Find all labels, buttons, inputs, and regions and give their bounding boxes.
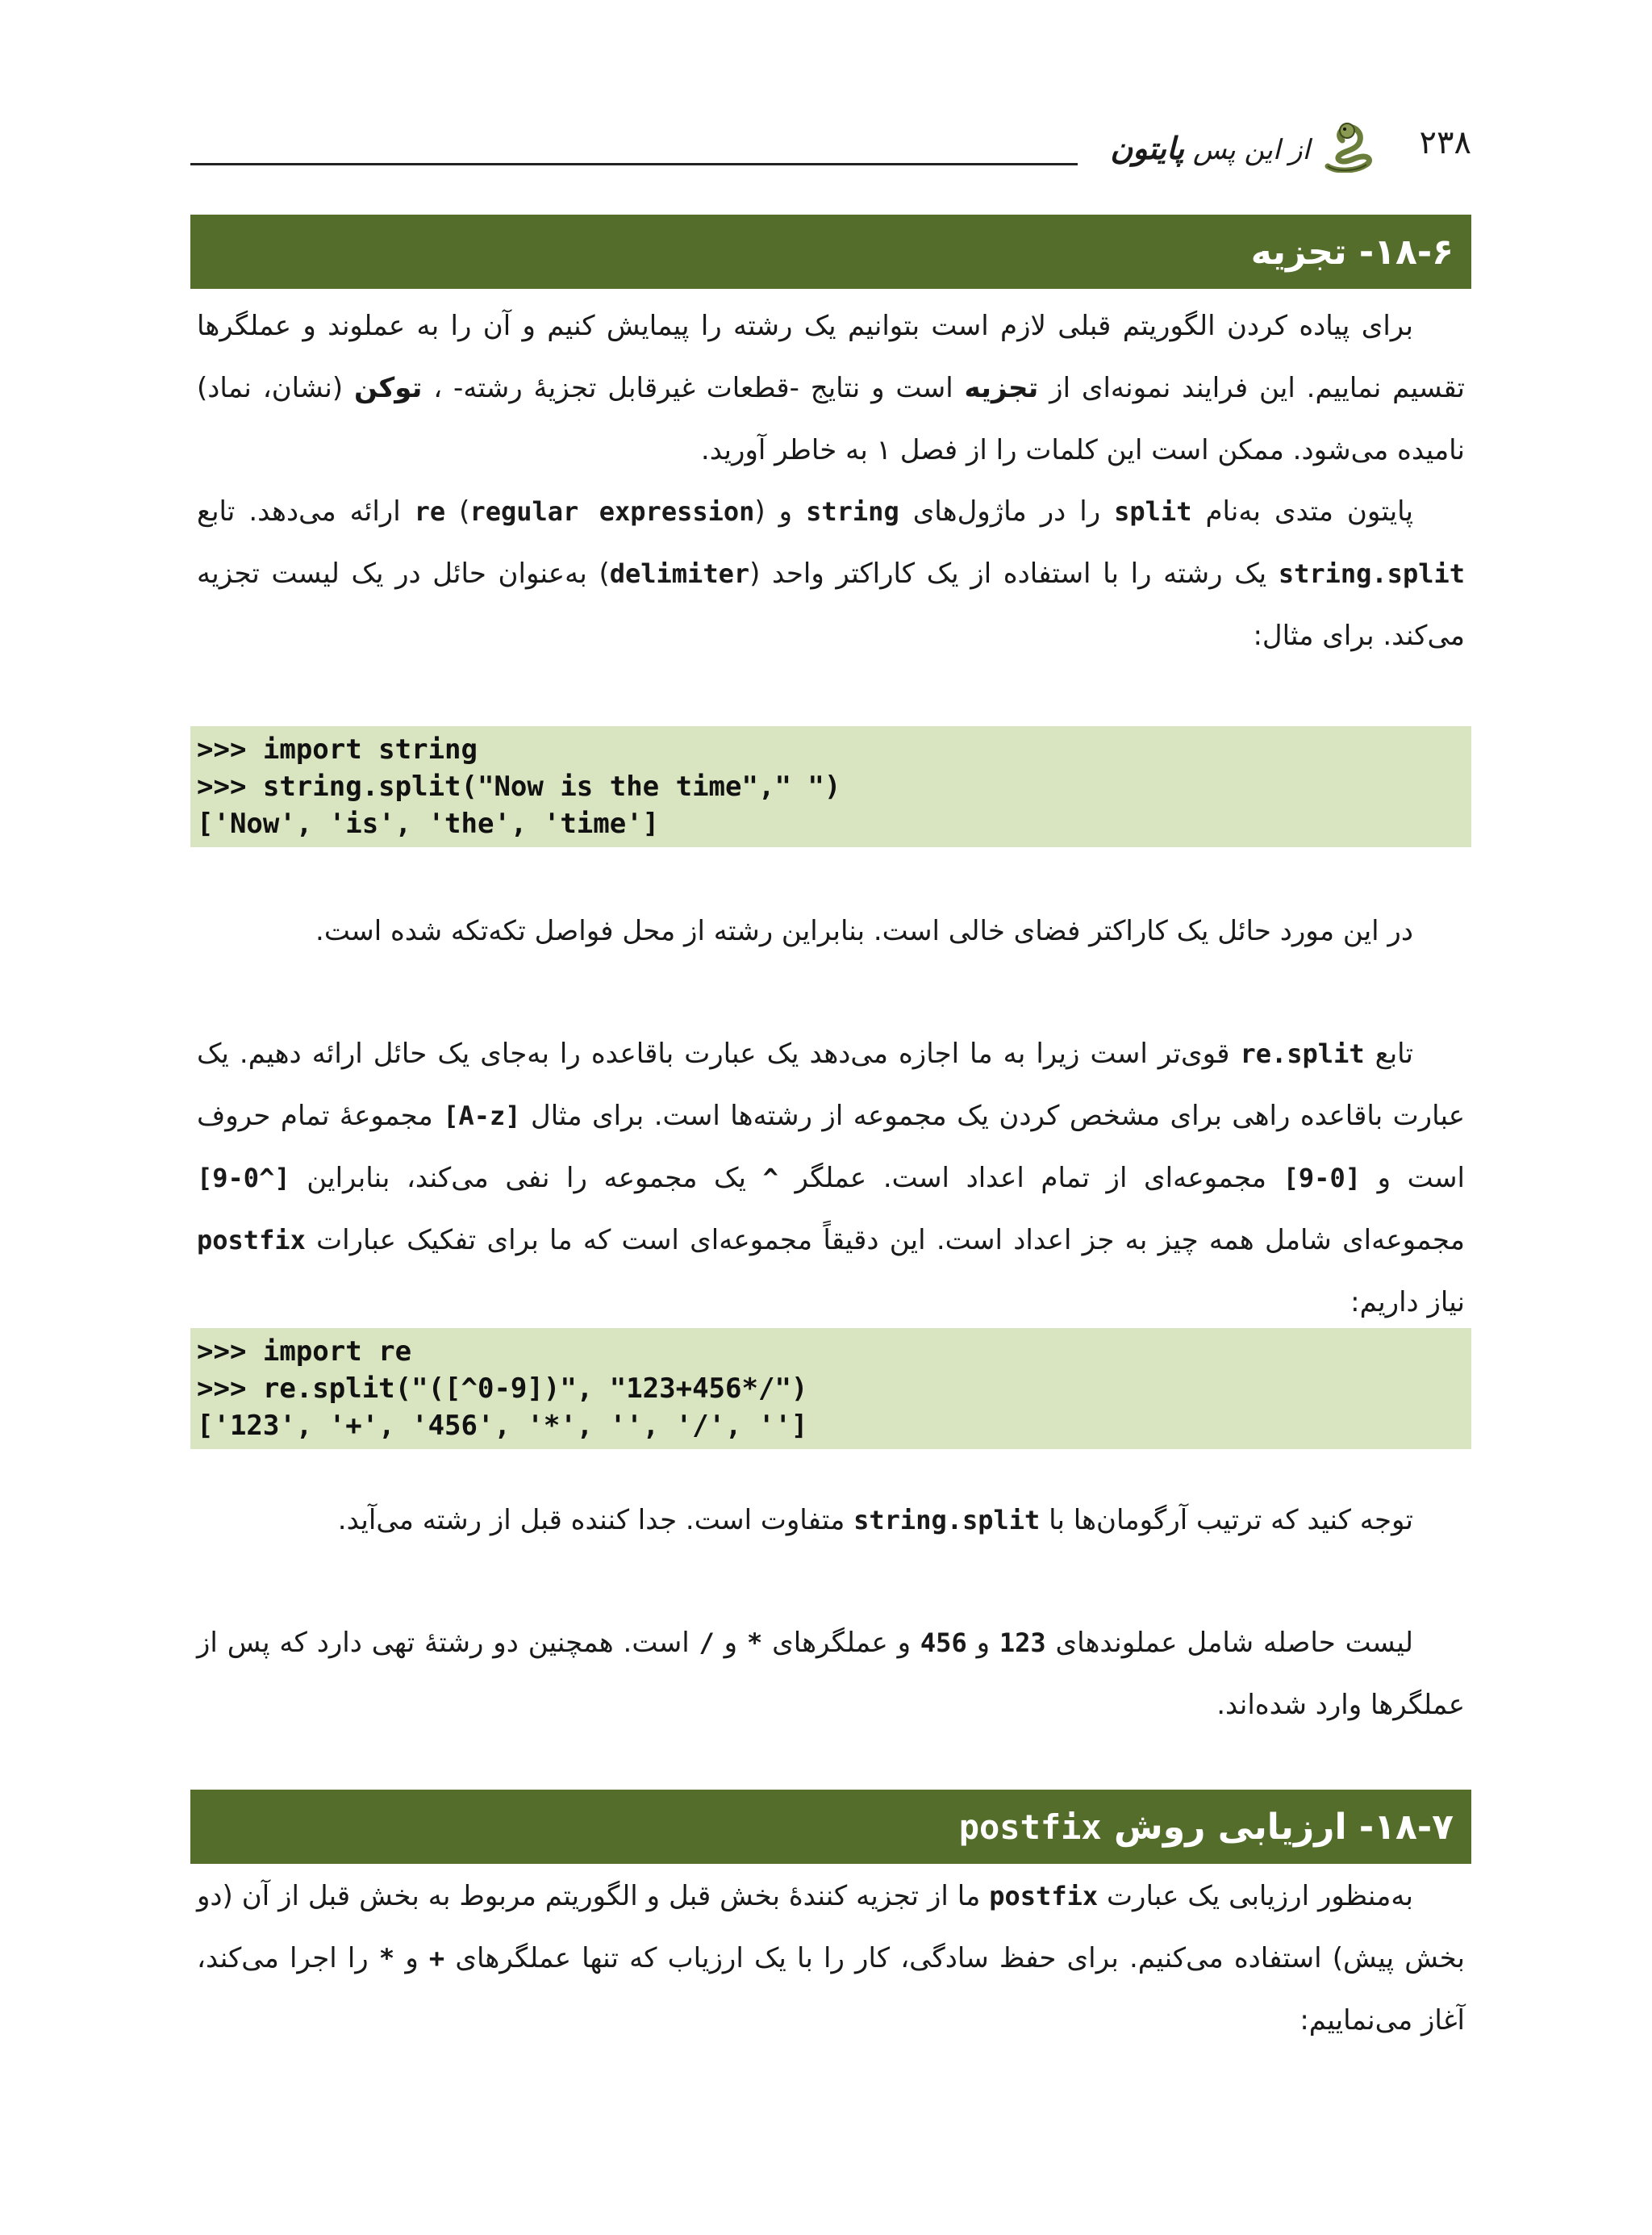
section-title: ۱۸-۶- تجزیه: [1250, 231, 1454, 273]
code-line: >>> string.split("Now is the time"," "): [197, 771, 841, 803]
book-title-main: پایتون: [1110, 131, 1185, 166]
paragraph-re-split: تابع re.split قوی‌تر است زیرا به ما اجازه می‌دهد یک عبارت باقاعده را به‌جای یک حائل ارائه دهیم. یک عبارت باقاعده راهی برای مشخص کردن یک مجموعه از رشته‌ها است. برای مثال [A-z] مجموعهٔ تمام حروف است و [0-9] مجموعه‌ای از تمام اعداد است. عملگر ^ یک مجموعه را نفی می‌کند، بنابراین [^0-9] مجموعه‌ای شامل همه چیز به جز اعداد است. این دقیقاً مجموعه‌ای است که ما برای تفکیک عبارات postfix نیاز داریم:: [197, 1038, 1465, 1318]
book-page: [190, 0, 1471, 2235]
code-block-re-split: [190, 1328, 1471, 1449]
code-line: ['Now', 'is', 'the', 'time']: [197, 808, 660, 840]
page-number: ۲۳۸: [1419, 124, 1471, 161]
code-line: >>> import string: [197, 733, 478, 766]
paragraph-result-list: لیست حاصله شامل عملوندهای 123 و 456 و عملگرهای * و / است. همچنین دو رشتهٔ تهی دارد که پس از عملگرها وارد شده‌اند.: [197, 1627, 1465, 1721]
running-header: [190, 121, 1471, 179]
section-header-parsing: [190, 215, 1471, 289]
section-title: ۱۸-۷- ارزیابی روش postfix: [958, 1806, 1454, 1848]
header-rule: [190, 163, 1078, 165]
code-block-string-split: [190, 726, 1471, 847]
book-title: [1110, 131, 1310, 166]
book-title-prefix: از این پس: [1192, 134, 1310, 166]
paragraph-intro: برای پیاده کردن الگوریتم قبلی لازم است بتوانیم یک رشته را پیمایش کنیم و آن را به عملوند و عملگرها تقسیم نماییم. این فرایند نمونه‌ای از تجزیه است و نتایج -قطعات غیرقابل تجزیهٔ رشته- ، توکن (نشان، نماد) نامیده می‌شود. ممکن است این کلمات را از فصل ۱ به خاطر آورید.: [197, 310, 1466, 466]
code-line: >>> re.split("([^0-9])", "123+456*/"): [197, 1372, 808, 1405]
paragraph-argument-order: توجه کنید که ترتیب آرگومان‌ها با string.split متفاوت است. جدا کننده قبل از رشته می‌آید.: [337, 1504, 1413, 1536]
code-line: ['123', '+', '456', '*', '', '/', '']: [197, 1410, 808, 1442]
paragraph-split-methods: پایتون متدی به‌نام split را در ماژول‌های string و re (regular expression) ارائه می‌دهد. تابع string.split یک رشته را با استفاده از یک کاراکتر واحد (delimiter) به‌عنوان حائل در یک لیست تجزیه می‌کند. برای مثال:: [197, 495, 1465, 652]
paragraph-evaluator: به‌منظور ارزیابی یک عبارت postfix ما از تجزیه کنندهٔ بخش قبل و الگوریتم مربوط به بخش قبل از آن (دو بخش پیش) استفاده می‌کنیم. برای حفظ سادگی، کار را با یک ارزیاب که تنها عملگرهای + و * را اجرا می‌کند، آغاز می‌نماییم:: [197, 1880, 1465, 2037]
section-header-postfix-evaluation: [190, 1790, 1471, 1864]
python-snake-icon: [1320, 121, 1376, 173]
paragraph-space-delimiter: در این مورد حائل یک کاراکتر فضای خالی است. بنابراین رشته از محل فواصل تکه‌تکه شده است.: [315, 915, 1413, 947]
code-line: >>> import re: [197, 1335, 412, 1368]
